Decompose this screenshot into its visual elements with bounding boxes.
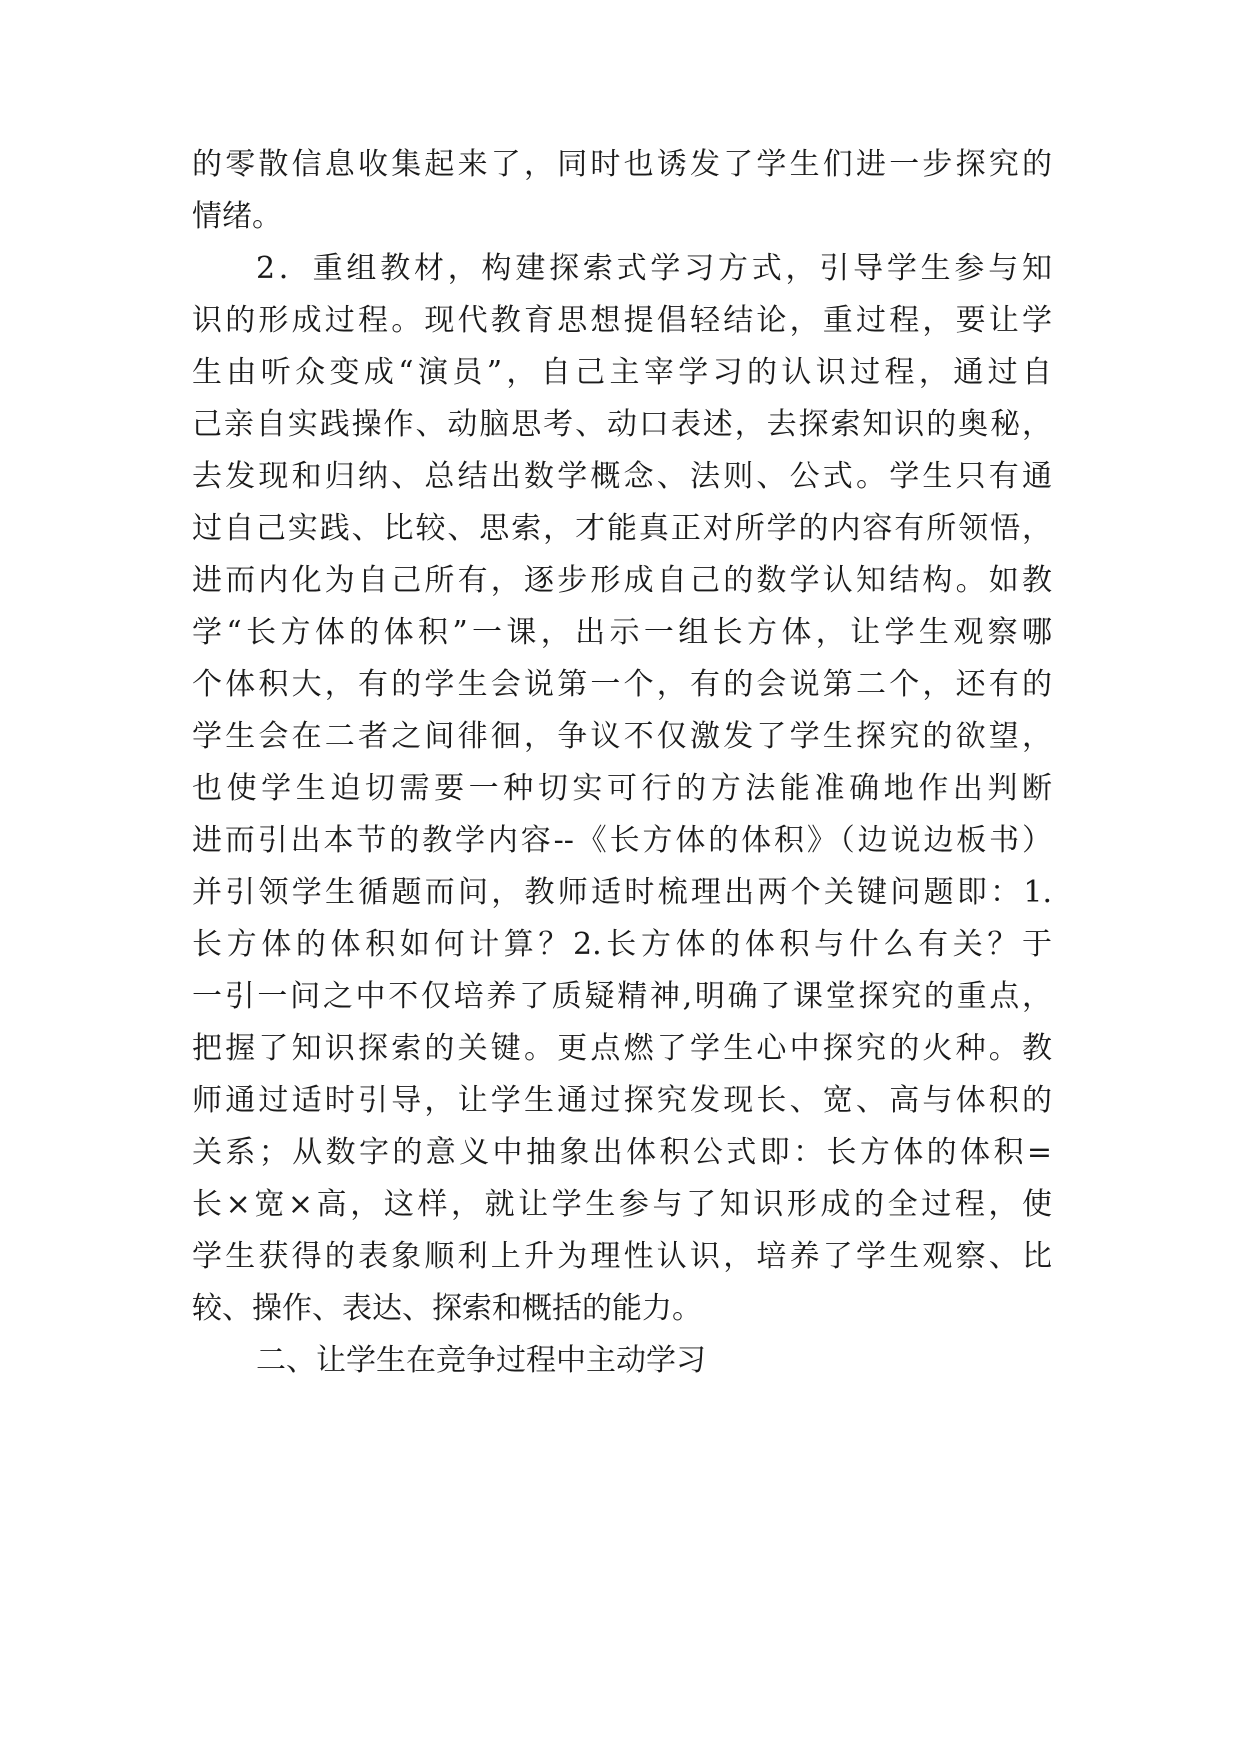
text-line: 生由听众变成“演员”，自己主宰学习的认识过程，通过自 — [192, 355, 1052, 390]
text-line: 长方体的体积如何计算？2.长方体的体积与什么有关？于 — [192, 927, 1052, 962]
text-line: 长×宽×高，这样，就让学生参与了知识形成的全过程，使 — [192, 1187, 1052, 1222]
text-line: 己亲自实践操作、动脑思考、动口表述，去探索知识的奥秘， — [192, 407, 1052, 442]
section-heading: 2．重组教材，构建探索式学习方式，引导学生参与知 — [256, 251, 1052, 286]
text-line: 也使学生迫切需要一种切实可行的方法能准确地作出判断 — [192, 771, 1052, 806]
text-line: 把握了知识探索的关键。更点燃了学生心中探究的火种。教 — [192, 1031, 1052, 1066]
text-line: 并引领学生循题而问，教师适时梳理出两个关键问题即：1. — [192, 875, 1052, 910]
text-line: 学“长方体的体积”一课，出示一组长方体，让学生观察哪 — [192, 615, 1052, 650]
text-line: 一引一问之中不仅培养了质疑精神,明确了课堂探究的重点， — [192, 979, 1052, 1014]
text-line: 情绪。 — [192, 199, 282, 234]
text-line: 的零散信息收集起来了，同时也诱发了学生们进一步探究的 — [192, 147, 1052, 182]
text-line: 关系；从数字的意义中抽象出体积公式即：长方体的体积= — [192, 1135, 1052, 1170]
text-line: 个体积大，有的学生会说第一个，有的会说第二个，还有的 — [192, 667, 1052, 702]
text-line: 学生获得的表象顺利上升为理性认识，培养了学生观察、比 — [192, 1239, 1052, 1274]
section-heading: 二、让学生在竞争过程中主动学习 — [256, 1343, 706, 1378]
text-line: 进而内化为自己所有，逐步形成自己的数学认知结构。如教 — [192, 563, 1052, 598]
text-line: 师通过适时引导，让学生通过探究发现长、宽、高与体积的 — [192, 1083, 1052, 1118]
text-line: 过自己实践、比较、思索，才能真正对所学的内容有所领悟， — [192, 511, 1052, 546]
text-line: 去发现和归纳、总结出数学概念、法则、公式。学生只有通 — [192, 459, 1052, 494]
text-line: 进而引出本节的教学内容--《长方体的体积》（边说边板书） — [192, 823, 1052, 858]
text-line: 学生会在二者之间徘徊，争议不仅激发了学生探究的欲望， — [192, 719, 1052, 754]
text-line: 识的形成过程。现代教育思想提倡轻结论，重过程，要让学 — [192, 303, 1052, 338]
text-line: 较、操作、表达、探索和概括的能力。 — [192, 1291, 702, 1326]
